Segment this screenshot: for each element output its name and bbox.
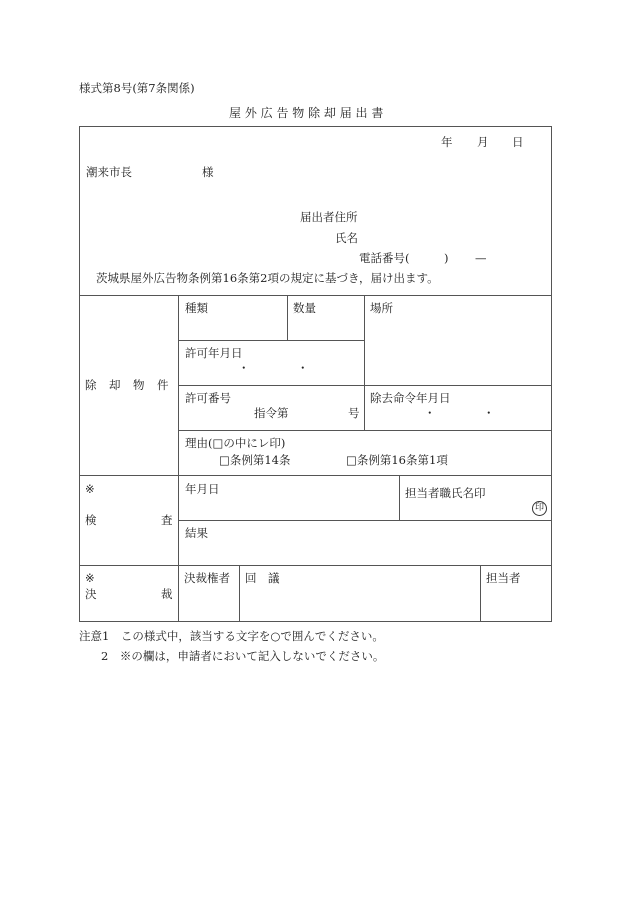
row-divider bbox=[178, 385, 552, 386]
form-number: 様式第8号(第7条関係) bbox=[79, 81, 195, 95]
table-border-left bbox=[79, 126, 80, 622]
seal-icon: 印 bbox=[532, 501, 547, 516]
col-divider bbox=[399, 475, 400, 521]
form-title: 屋 外 広 告 物 除 却 届 出 書 bbox=[229, 106, 384, 120]
staff-label: 担当者 bbox=[486, 571, 521, 585]
permit-date-label: 許可年月日 bbox=[185, 346, 243, 360]
note-1: 注意1 この様式中，該当する文字を○で囲んでください。 bbox=[79, 629, 384, 643]
table-border-right bbox=[551, 126, 552, 622]
permit-number-label: 許可番号 bbox=[185, 391, 231, 405]
quantity-label: 数量 bbox=[293, 301, 316, 315]
inspection-officer-label: 担当者職氏名印 bbox=[405, 486, 486, 500]
decision-office-mark: ※ bbox=[85, 571, 95, 585]
row-divider bbox=[79, 475, 552, 476]
inspection-date-label: 年月日 bbox=[185, 482, 220, 496]
col-divider bbox=[480, 565, 481, 622]
location-label: 場所 bbox=[370, 301, 393, 315]
permit-date-separator: ・ bbox=[238, 361, 250, 375]
row-divider bbox=[79, 565, 552, 566]
reason-option-article14[interactable]: □条例第14条 bbox=[219, 453, 291, 467]
col-divider bbox=[287, 295, 288, 341]
order-date-separator: ・ bbox=[483, 406, 495, 420]
date-month-label: 月 bbox=[477, 135, 489, 149]
applicant-address-label: 届出者住所 bbox=[300, 210, 358, 224]
type-label: 種類 bbox=[185, 301, 208, 315]
row-divider bbox=[178, 340, 364, 341]
date-year-label: 年 bbox=[441, 135, 453, 149]
reason-label: 理由(□の中にレ印) bbox=[185, 436, 286, 450]
decision-authority-label: 決裁権者 bbox=[184, 571, 230, 585]
col-divider bbox=[364, 295, 365, 431]
table-border-top bbox=[79, 126, 552, 127]
legal-statement: 茨城県屋外広告物条例第16条第2項の規定に基づき，届け出ます。 bbox=[96, 271, 439, 285]
decision-label-left: 決 bbox=[85, 587, 97, 601]
date-day-label: 日 bbox=[512, 135, 524, 149]
note-2: 2 ※の欄は，申請者において記入しないでください。 bbox=[101, 649, 385, 663]
table-border-bottom bbox=[79, 621, 552, 622]
order-date-separator: ・ bbox=[424, 406, 436, 420]
removal-section-label: 除 却 物 件 bbox=[85, 378, 169, 392]
addressee: 潮来市長 bbox=[86, 165, 132, 179]
inspection-office-mark: ※ bbox=[85, 482, 95, 496]
permit-number-prefix: 指令第 bbox=[254, 406, 289, 420]
inspection-label-left: 検 bbox=[85, 513, 97, 527]
honorific: 様 bbox=[202, 165, 214, 179]
phone-dash: — bbox=[475, 251, 487, 265]
row-divider bbox=[79, 295, 552, 296]
circulation-label: 回 議 bbox=[245, 571, 280, 585]
phone-label: 電話番号( bbox=[359, 251, 410, 265]
inspection-label-right: 査 bbox=[161, 513, 173, 527]
col-divider bbox=[239, 565, 240, 622]
applicant-name-label: 氏名 bbox=[335, 231, 358, 245]
row-divider bbox=[178, 520, 552, 521]
reason-option-article16[interactable]: □条例第16条第1項 bbox=[346, 453, 448, 467]
inspection-result-label: 結果 bbox=[185, 526, 208, 540]
col-divider bbox=[178, 295, 179, 622]
decision-label-right: 裁 bbox=[161, 587, 173, 601]
permit-number-suffix: 号 bbox=[348, 406, 360, 420]
permit-date-separator: ・ bbox=[297, 361, 309, 375]
removal-order-date-label: 除去命令年月日 bbox=[370, 391, 451, 405]
row-divider bbox=[178, 430, 552, 431]
phone-close: ) bbox=[444, 251, 449, 265]
